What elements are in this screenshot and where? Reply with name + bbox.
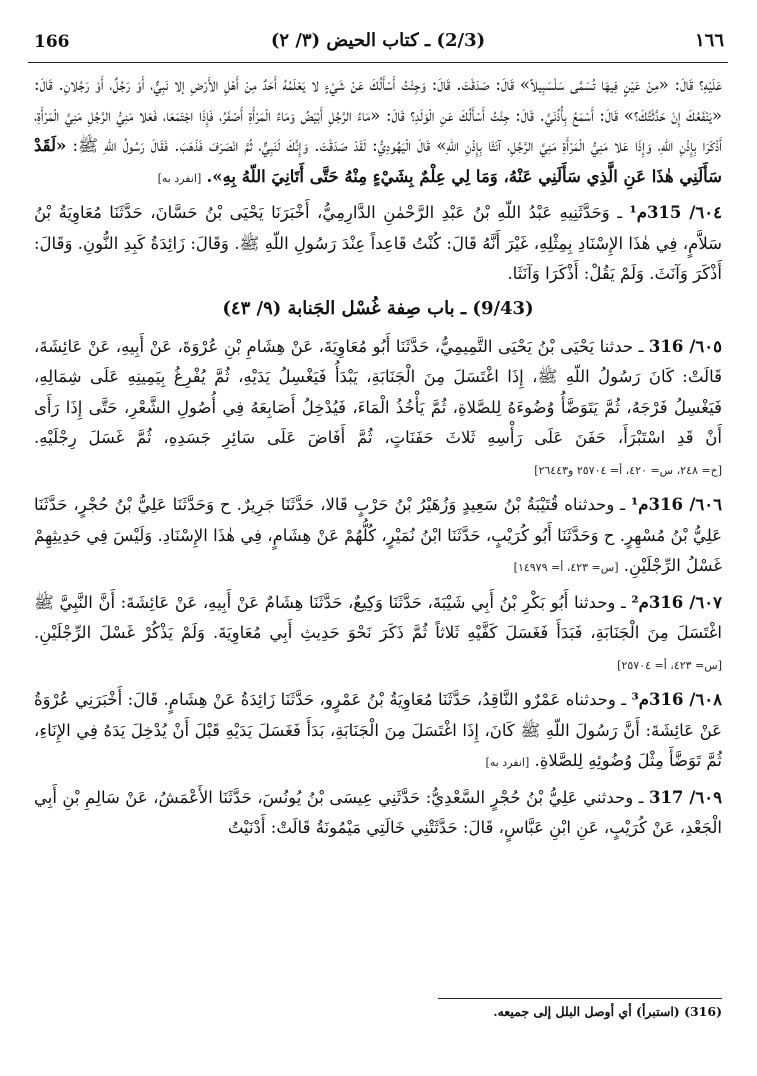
header-divider — [28, 62, 728, 63]
hadith-605 — [34, 332, 722, 487]
footnote-divider — [438, 998, 722, 999]
footnote: (316) (استبرأ) أي أوصل البلل إلى جميعه. — [493, 1004, 722, 1019]
hadith-number: ٦٠٦/ 316م¹ — [631, 495, 722, 514]
hadith-text: ـ وحدثني عَلِيُّ بْنُ حُجْرٍ السَّعْدِيُّ: حَدَّثَنِي عِيسَى بْنُ يُونُسَ، حَدَّثَنَا الأَعْمَشُ، عَنْ سَالِمِ بْنِ أَبِي الْجَعْدِ، عَنْ كُرَيْبٍ، عَنِ ابْنِ عَبَّاسٍ، قَالَ: حَدَّثَتْنِي خَالَتِي مَيْمُونَةُ قَالَتْ: أَدْنَيْتُ — [34, 787, 722, 837]
hadith-text: ـ حدثنا يَحْيَى بْنُ يَحْيَى التَّمِيمِيُّ، حَدَّثَنَا أَبُو مُعَاوِيَةَ، عَنْ هِشَامِ بْنِ عُرْوَةَ، عَنْ أَبِيهِ، عَنْ عَائِشَةَ، قَالَتْ: كَانَ رَسُولُ اللّهِ ﷺ، إِذَا اغْتَسَلَ مِنَ الْجَنَابَةِ، يَبْدَأُ فَيَغْسِلُ يَدَيْهِ، ثُمَّ يُفْرِغُ بِيَمِينِهِ عَلَى شِمَالِهِ، فَيَغْسِلُ فَرْجَهُ، ثُمَّ يَتَوَضَّأُ وُضُوءَهُ لِلصَّلاةِ، ثُمَّ يَأْخُذُ الْمَاءَ، فَيُدْخِلُ أَصَابِعَهُ فِي أُصُولِ الشَّعْرِ، حَتَّى إِذَا رَأَى أَنْ قَدِ اسْتَبْرَأَ، حَفَنَ عَلَى رَأْسِهِ ثَلاثَ حَفَنَاتٍ، ثُمَّ أَفَاضَ عَلَى سَائِرِ جَسَدِهِ، ثُمَّ غَسَلَ رِجْلَيْهِ. — [34, 336, 722, 447]
hadith-reference: [س= ٤٢٣، أ= ١٤٩٧٩] — [513, 561, 619, 574]
hadith-number: ٦٠٩/ 317 — [648, 787, 722, 807]
hadith-text: ـ وحدثناه عَمْرٌو النَّاقِدُ، حَدَّثَنَا مُعَاوِيَةُ بْنُ عَمْرٍو، حَدَّثَنَا زَائِدَةُ عَنْ هِشَامٍ. قَالَ: أَخْبَرَنِي عُرْوَةُ عَنْ عَائِشَةَ: أَنَّ رَسُولَ اللّهِ ﷺ كَانَ، إِذَا اغْتَسَلَ مِنَ الْجَنَابَةِ، بَدَأَ فَغَسَلَ يَدَيْهِ قَبْلَ أَنْ يُدْخِلَ يَدَهُ فِي الإِنَاءِ، ثُمَّ تَوَضَّأَ مِثْلَ وُضُوئِهِ لِلصَّلاةِ. — [34, 690, 722, 770]
running-title: (2/3) ـ كتاب الحيض (٣/ ٢) — [270, 30, 486, 51]
hadith-reference: [انفرد به] — [157, 171, 202, 185]
chapter-heading: (9/43) ـ باب صِفة غُسْل الجَنابة (٩/ ٤٣) — [222, 297, 534, 319]
prophet-quote: «لَقَدْ سَأَلَنِي هٰذَا عَنِ الَّذِي سَأَلَنِي عَنْهُ، وَمَا لِي عِلْمٌ بِشَيْءٍ مِنْهُ حَتَّى أَتَانِيَ اللّهُ بِهِ». — [34, 136, 722, 186]
hadith-text: ـ وحدثنا أَبُو بَكْرِ بْنُ أَبِي شَيْبَةَ، حَدَّثَنَا وَكِيعٌ، حَدَّثَنَا هِشَامٌ عَنْ أَبِيهِ، عَنْ عَائِشَةَ: أَنَّ النَّبِيَّ ﷺ اغْتَسَلَ مِنَ الْجَنَابَةِ، فَبَدَأَ فَغَسَلَ كَفَّيْهِ ثَلاثاً ثُمَّ ذَكَرَ نَحْوَ حَدِيثِ أَبِي مُعَاوِيَةَ. وَلَمْ يَذْكُرْ غَسْلَ الرِّجْلَيْنِ. — [34, 592, 722, 642]
hadith-606 — [34, 490, 722, 584]
hadith-number: ٦٠٨/ 316م³ — [631, 690, 722, 709]
page-header — [28, 28, 728, 58]
hadith-reference: [خ= ٢٤٨، س= ٤٢٠، أ= ٢٥٧٠٤ و٢٦٤٤٣] — [534, 463, 722, 477]
hadith-607 — [34, 588, 722, 682]
hadith-609 — [34, 783, 722, 844]
hadith-608 — [34, 685, 722, 779]
hadith-number: ٦٠٥/ 316 — [648, 336, 722, 356]
hadith-reference: [انفرد به] — [485, 756, 530, 769]
hadith-continuation — [34, 70, 722, 194]
hadith-text: ـ وَحَدَّثَنِيهِ عَبْدُ اللّهِ بْنُ عَبْدِ الرَّحْمٰنِ الدَّارِمِيُّ، أَخْبَرَنَا يَحْيَى بْنُ حَسَّانَ، حَدَّثَنَا مُعَاوِيَةُ بْنُ سَلاَّمٍ، فِي هٰذَا الإِسْنَادِ بِمِثْلِهِ، غَيْرَ أَنَّهُ قَالَ: كُنْتُ قَاعِداً عِنْدَ رَسُولِ اللّهِ ﷺ. وَقَالَ: زَائِدَةُ كَبِدِ النُّونِ. وَقَالَ: أَذْكَرَ وَآنَثَ. وَلَمْ يَقُلْ: أَذْكَرَا وَآنَثَا. — [34, 203, 722, 283]
page-number-arabic: ١٦٦ — [694, 30, 724, 51]
hadith-text: عَلَيْهِ؟ قَالَ: «مِنْ عَيْنٍ فِيهَا تُسَمَّى سَلْسَبِيلاً» قَالَ: صَدَقْتَ. قَالَ: وَجِئْتُ أَسْأَلُكَ عَنْ شَيْءٍ لا يَعْلَمُهُ أَحَدٌ مِنْ أَهْلِ الأَرْضِ إلا نَبِيٌّ، أَوْ رَجُلٌ، أَوْ رَجُلانِ. قَالَ: «يَنْفَعُكَ إِنْ حَدَّثْتُكَ؟» قَالَ: أَسْمَعُ بِأُذُنَيَّ. قَالَ: جِئْتُ أَسْأَلُكَ عَنِ الْوَلَدِ؟ قَالَ: «مَاءُ الرَّجُلِ أَبْيَضُ وَمَاءُ الْمَرْأَةِ أَصْفَرُ، فَإِذَا اجْتَمَعَا، فَعَلا مَنِيُّ الرَّجُلِ مَنِيَّ الْمَرْأَةِ، أَذْكَرَا بِإِذْنِ اللّهِ، وَإِذَا عَلا مَنِيُّ الْمَرْأَةِ مَنِيَّ الرَّجُلِ، آنَثَا بِإِذْنِ اللّهِ» قَالَ الْيَهُودِيُّ: لَقَدْ صَدَقْتَ. وَإِنَّكَ لَنَبِيٌّ، ثُمَّ انْصَرَفَ فَذَهَبَ. فَقَالَ رَسُولُ اللّهِ ﷺ: — [34, 75, 722, 155]
hadith-text: ـ وحدثناه قُتَيْبَةُ بْنُ سَعِيدٍ وَزُهَيْرُ بْنُ حَرْبٍ قَالا، حَدَّثَنَا جَرِيرٌ. ح وَحَدَّثَنَا عَلِيُّ بْنُ حُجْرٍ، حَدَّثَنَا عَلِيُّ بْنُ مُسْهِرٍ. ح وَحَدَّثَنَا أَبُو كُرَيْبٍ، حَدَّثَنَا ابْنُ نُمَيْرٍ، كُلُّهُمْ عَنْ هِشَامٍ، فِي هٰذَا الإِسْنَادِ. وَلَيْسَ فِي حَدِيثِهِمْ غَسْلُ الرِّجْلَيْنِ. — [34, 495, 722, 575]
page-body — [34, 70, 722, 950]
hadith-reference: [س= ٤٢٣، أ= ٢٥٧٠٤] — [617, 658, 722, 672]
hadith-604 — [34, 198, 722, 290]
hadith-number: ٦٠٧/ 316م² — [631, 592, 722, 612]
hadith-number: ٦٠٤/ 315م¹ — [629, 203, 722, 222]
page-number-latin: 166 — [34, 32, 70, 52]
